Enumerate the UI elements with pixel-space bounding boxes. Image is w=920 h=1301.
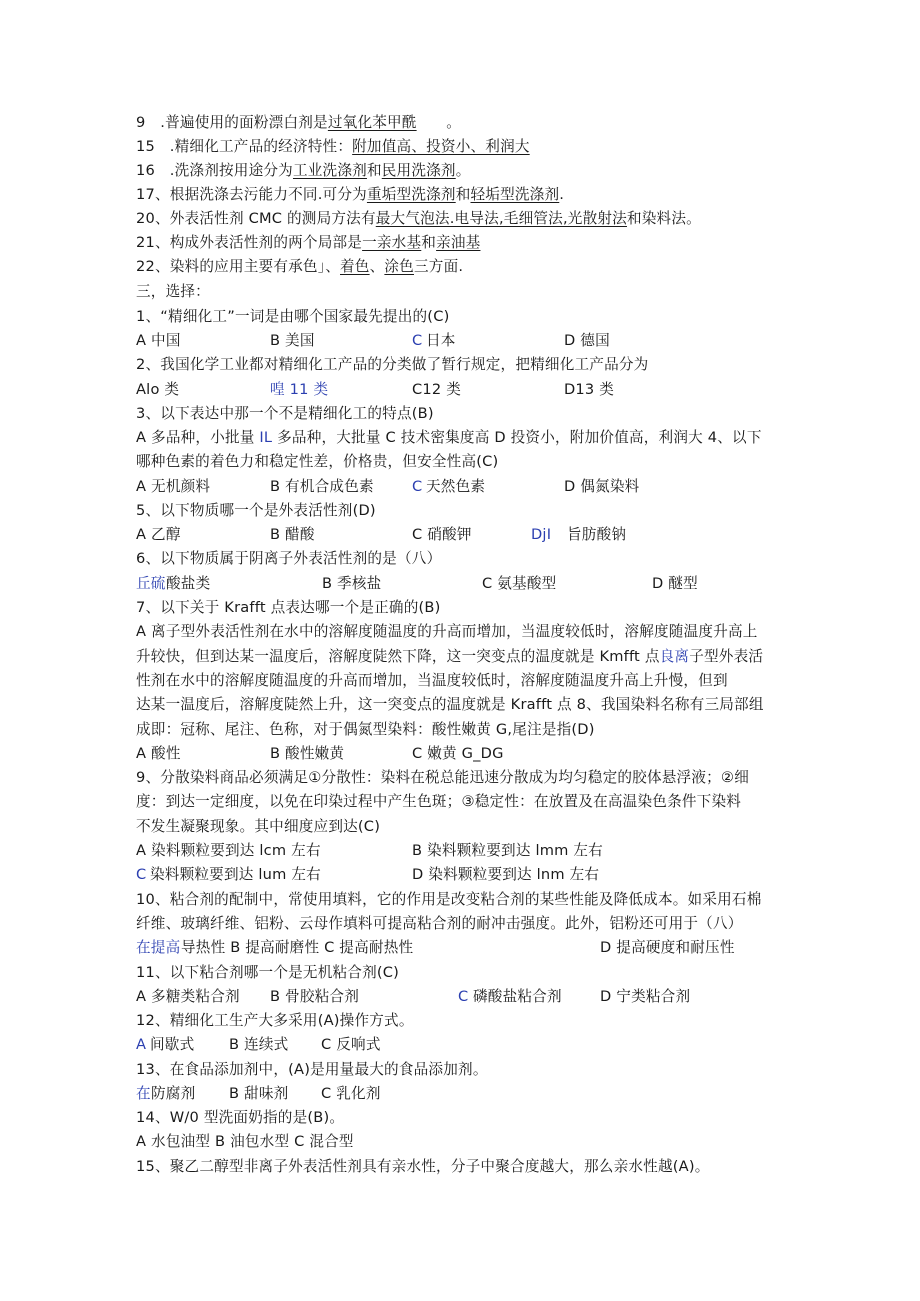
- question-7-text: A 离子型外表活性剂在水中的溶解度随温度的升高而增加，当温度较低时，溶解度随温度升高上: [136, 623, 758, 640]
- underlined-answer: 民用洗涤剂: [381, 162, 456, 179]
- section-heading: 三，选择：: [136, 283, 210, 300]
- question-7-text: 性剂在水中的溶解度随温度的升高而增加，当温度较低时，溶解度随温度升高上升慢，但到: [136, 672, 728, 689]
- fill-item-21: 21、构成外表活性剂的两个局部是一亲水基和亲油基: [136, 234, 481, 251]
- underlined-answer: 最大气泡法.电导法,毛细管法,光散射法: [375, 210, 627, 227]
- fill-item-20: 20、外表活性剂 CMC 的测局方法有最大气泡法.电导法,毛细管法,光散射法和染料法。: [136, 210, 701, 227]
- underlined-answer: 着色: [340, 258, 370, 275]
- question-4: 哪种色素的着色力和稳定性差，价格贵，但安全性高(C): [136, 453, 499, 470]
- underlined-answer: 附加值高、投资小、利润大: [352, 138, 530, 155]
- underlined-answer: 工业洗涤剂: [292, 162, 367, 179]
- question-14: 14、W/0 型洗面奶指的是(B)。: [136, 1109, 345, 1126]
- question-2: 2、我国化学工业都对精细化工产品的分类做了暂行规定，把精细化工产品分为: [136, 356, 649, 373]
- question-12: 12、精细化工生产大多采用(A)操作方式。: [136, 1012, 414, 1029]
- question-1: 1、“精细化工”一词是由哪个国家最先提出的(C): [136, 308, 450, 325]
- underlined-answer: 一亲水基: [362, 234, 422, 251]
- underlined-answer: 涂色: [384, 258, 414, 275]
- question-9-text: 不发生凝聚现象。其中细度应到达(C): [136, 818, 381, 835]
- fill-item-17: 17、根据洗涤去污能力不同.可分为重垢型洗涤剂和轻垢型洗涤剂.: [136, 186, 565, 203]
- question-14-options: A 水包油型 B 油包水型 C 混合型: [136, 1133, 354, 1150]
- fill-item-22: 22、染料的应用主要有承色」、着色、涂色三方面.: [136, 258, 464, 275]
- question-7-text: 达某一温度后，溶解度陡然上升，这一突变点的温度就是 Krafft 点 8、我国染料名称有三局部组: [136, 696, 764, 713]
- question-3-options: A 多品种，小批量 IL 多品种，大批量 C 技术密集度高 D 投资小，附加价值高，利润大 4、以下: [136, 429, 762, 446]
- fill-item-15: 15 .精细化工产品的经济特性：附加值高、投资小、利润大: [136, 138, 530, 155]
- question-9: 9、分散染料商品必须满足①分散性：染料在税总能迅速分散成为均匀稳定的胶体悬浮液；②细: [136, 769, 750, 786]
- question-13: 13、在食品添加剂中，(A)是用量最大的食品添加剂。: [136, 1061, 488, 1078]
- question-6: 6、以下物质属于阴离子外表活性剂的是（八）: [136, 550, 442, 567]
- fill-item-9: 9 .普遍使用的面粉漂白剂是过氧化苯甲酰 。: [136, 114, 462, 131]
- question-8-text: 成即：冠称、尾注、色称，对于偶氮型染料：酸性嫩黄 G,尾注是指(D): [136, 721, 595, 738]
- question-7-text: 升较快，但到达某一温度后，溶解度陡然下降，这一突变点的温度就是 Kmfft 点良离子型外表活: [136, 648, 764, 665]
- underlined-answer: 轻垢型洗涤剂: [470, 186, 560, 203]
- question-9-text: 度：到达一定细度，以免在印染过程中产生色斑；③稳定性：在放置及在高温染色条件下染料: [136, 793, 742, 810]
- question-11: 11、以下粘合剂哪一个是无机粘合剂(C): [136, 964, 400, 981]
- document-page: 9 .普遍使用的面粉漂白剂是过氧化苯甲酰 。 15 .精细化工产品的经济特性：附加值高、投资小、利润大 16 .洗涤剂按用途分为工业洗涤剂和民用洗涤剂。 17、根据洗涤去污能力不同.可分为重垢型洗涤剂和轻垢型洗涤剂. 20、外表活性剂 CMC 的测局方法有最大气泡法.电导法,毛细管法,光散射法和染料法。 21、构成外表活性剂的两个局部是一亲水基和亲油基 22、染料的应用主要有承色」、着色、涂色三方面. 三，选择： 1、“精细化工”一词是由哪个国家最先提出的(C) A 中国 B 美国 C 日本 D 德国 2、我国化学工业都对精细化工产品的分类做了暂行规定，把精细化工产品分为 Alo 类 喤 11 类 C12 类 D13 类 3、以下表达中那一个不是精细化工的特点(B) A 多品种，小批量 IL 多品种，大批量 C 技术密集度高 D 投资小，附加价值高，利润大 4、以下 哪种色素的着色力和稳定性差，价格贵，但安全性高(C) A 无机颜料 B 有机合成色素 C 天然色素 D 偶氮染料 5、以下物质哪一个是外表活性剂(D) A 乙醇 B 醋酸 C 硝酸钾 DjI 旨肪酸钠 6、以下物质属于阴离子外表活性剂的是（八） 丘硫 酸盐类 B 季核盐 C 氨基酸型 D 醚型 7、以下关于 Krafft 点表达哪一个是正确的(B) A 离子型外表活性剂在水中的溶解度随温度的升高而增加，当温度较低时，溶解度随温度升高上 升较快，但到达某一温度后，溶解度陡然下降，这一突变点的温度就是 Kmfft 点良离子型外表活 性剂在水中的溶解度随温度的升高而增加，当温度较低时，溶解度随温度升高上升慢，但到 达某一温度后，溶解度陡然上升，这一突变点的温度就是 Krafft 点 8、我国染料名称有三局部组 成即：冠称、尾注、色称，对于偶氮型染料：酸性嫩黄 G,尾注是指(D) A 酸性 B 酸性嫩黄 C 嫩黄 G_DG 9、分散染料商品必须满足①分散性：染料在税总能迅速分散成为均匀稳定的胶体悬浮液；②细 度：到达一定细度，以免在印染过程中产生色斑；③稳定性：在放置及在高温染色条件下染料 不发生凝聚现象。其中细度应到达(C) A 染料颗粒要到达 lcm 左右 B 染料颗粒要到达 lmm 左右 C 染料颗粒要到达 lum 左右 D 染料颗粒要到达 lnm 左右 10、粘合剂的配制中，常使用填料，它的作用是改变粘合剂的某些性能及降低成本。如采用石棉 纤维、玻璃纤维、铝粉、云母作填料可提高粘合剂的耐冲击强度。此外，铝粉还可用于（八） 在提高 导热性 B 提高耐磨性 C 提高耐热性 D 提高硬度和耐压性 11、以下粘合剂哪一个是无机粘合剂(C) A 多糖类粘合剂 B 骨胶粘合剂 C 磷酸盐粘合剂 D 宁类粘合剂 12、精细化工生产大多采用(A)操作方式。 A 间歇式 B 连续式 C 反响式 13、在食品添加剂中，(A)是用量最大的食品添加剂。 在 防腐剂 B 甜味剂 C 乳化剂 14、W/0 型洗面奶指的是(B)。 A 水包油型 B 油包水型 C 混合型 15、聚乙二醇型非离子外表活性剂具有亲水性，分子中聚合度越大，那么亲水性越(A)。: [0, 0, 920, 1301]
- question-10-text: 纤维、玻璃纤维、铝粉、云母作填料可提高粘合剂的耐冲击强度。此外，铝粉还可用于（八）: [136, 915, 743, 932]
- fill-item-16: 16 .洗涤剂按用途分为工业洗涤剂和民用洗涤剂。: [136, 162, 471, 179]
- underlined-answer: 过氧化苯甲酰: [327, 114, 417, 131]
- question-10: 10、粘合剂的配制中，常使用填料，它的作用是改变粘合剂的某些性能及降低成本。如采用石棉: [136, 891, 762, 908]
- question-3: 3、以下表达中那一个不是精细化工的特点(B): [136, 405, 434, 422]
- question-15: 15、聚乙二醇型非离子外表活性剂具有亲水性，分子中聚合度越大，那么亲水性越(A)。: [136, 1158, 710, 1175]
- underlined-answer: 亲油基: [436, 234, 481, 251]
- underlined-answer: 重垢型洗涤剂: [366, 186, 456, 203]
- question-5: 5、以下物质哪一个是外表活性剂(D): [136, 502, 376, 519]
- question-7: 7、以下关于 Krafft 点表达哪一个是正确的(B): [136, 599, 441, 616]
